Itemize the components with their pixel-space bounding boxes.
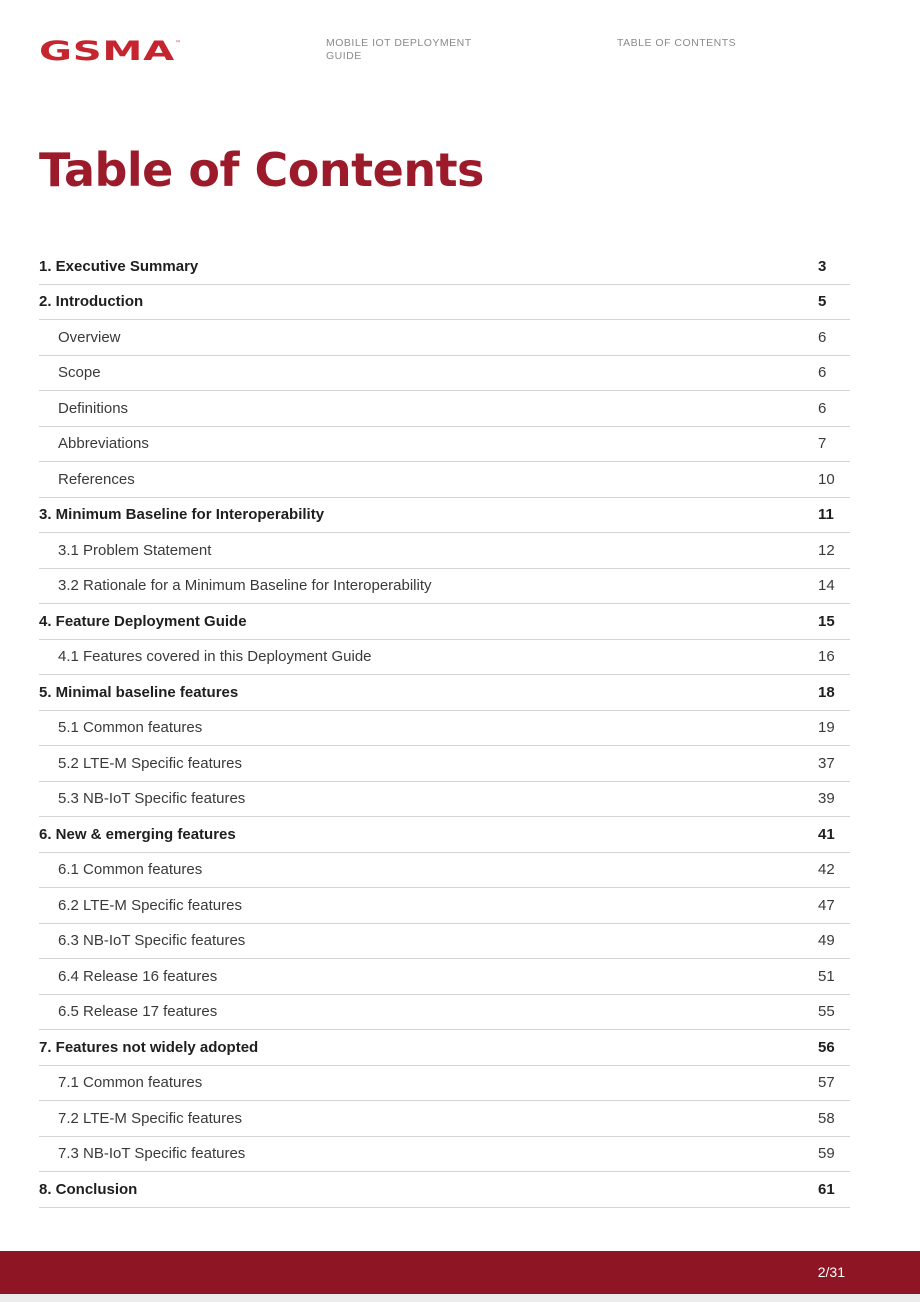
- toc-entry-page: 51: [818, 967, 835, 985]
- toc-entry-page: 10: [818, 470, 835, 488]
- toc-entry-page: 12: [818, 541, 835, 559]
- toc-entry-label: 7.1 Common features: [58, 1074, 203, 1092]
- toc-entry-label: 8. Conclusion: [39, 1180, 138, 1198]
- toc-entry-page: 57: [818, 1074, 835, 1092]
- toc-section-row[interactable]: [39, 782, 850, 818]
- toc-entry-label: Definitions: [58, 399, 129, 417]
- footer-edge: [0, 1294, 920, 1302]
- toc-chapter-row[interactable]: [39, 249, 850, 285]
- toc-entry-label: 6.4 Release 16 features: [58, 967, 218, 985]
- toc-entry-page: 47: [818, 896, 835, 914]
- toc-entry-page: 14: [818, 577, 835, 595]
- toc-entry-label: 2. Introduction: [39, 293, 144, 311]
- toc-entry-page: 19: [818, 719, 835, 737]
- toc-entry-page: 39: [818, 790, 835, 808]
- toc-entry-label: 6.5 Release 17 features: [58, 1003, 218, 1021]
- toc-entry-page: 56: [818, 1038, 835, 1056]
- toc-entry-page: 55: [818, 1003, 835, 1021]
- toc-entry-page: 37: [818, 754, 835, 772]
- toc-entry-page: 7: [818, 435, 827, 453]
- toc-entry-label: 3.1 Problem Statement: [58, 541, 212, 559]
- toc-entry-page: 18: [818, 683, 835, 701]
- toc-entry-page: 3: [818, 257, 827, 275]
- toc-entry-page: 6: [818, 364, 827, 382]
- toc-chapter-row[interactable]: [39, 817, 850, 853]
- toc-entry-label: 4.1 Features covered in this Deployment Guide: [58, 648, 372, 666]
- toc-entry-label: 1. Executive Summary: [39, 257, 199, 275]
- toc-section-row[interactable]: [39, 462, 850, 498]
- toc-section-row[interactable]: [39, 640, 850, 676]
- toc-entry-page: 5: [818, 293, 827, 311]
- toc-section-row[interactable]: [39, 391, 850, 427]
- toc-section-row[interactable]: [39, 853, 850, 889]
- toc-entry-label: 5.2 LTE-M Specific features: [58, 754, 242, 772]
- toc-entry-page: 49: [818, 932, 835, 950]
- toc-entry-page: 59: [818, 1145, 835, 1163]
- toc-section-row[interactable]: [39, 959, 850, 995]
- gsma-logo-text: GSMA: [39, 36, 175, 66]
- toc-chapter-row[interactable]: [39, 285, 850, 321]
- toc-entry-page: 58: [818, 1109, 835, 1127]
- toc-section-row[interactable]: [39, 569, 850, 605]
- toc-entry-label: 6. New & emerging features: [39, 825, 236, 843]
- toc-entry-label: 5.3 NB-IoT Specific features: [58, 790, 246, 808]
- table-of-contents: [39, 249, 850, 1208]
- toc-chapter-row[interactable]: [39, 1030, 850, 1066]
- toc-section-row[interactable]: [39, 320, 850, 356]
- toc-entry-label: 6.2 LTE-M Specific features: [58, 896, 242, 914]
- toc-section-row[interactable]: [39, 1066, 850, 1102]
- toc-entry-label: 5. Minimal baseline features: [39, 683, 239, 701]
- toc-entry-label: 6.3 NB-IoT Specific features: [58, 932, 246, 950]
- toc-section-row[interactable]: [39, 924, 850, 960]
- toc-entry-page: 6: [818, 328, 827, 346]
- toc-entry-label: Overview: [58, 328, 121, 346]
- toc-entry-label: 7.3 NB-IoT Specific features: [58, 1145, 246, 1163]
- footer-bar: [0, 1251, 920, 1294]
- toc-entry-page: 16: [818, 648, 835, 666]
- toc-section-row[interactable]: [39, 533, 850, 569]
- toc-entry-label: 7.2 LTE-M Specific features: [58, 1109, 242, 1127]
- toc-section-row[interactable]: [39, 711, 850, 747]
- gsma-logo: [39, 36, 181, 66]
- trademark-symbol: ™: [175, 40, 181, 47]
- page-number: 2/31: [817, 1264, 845, 1280]
- toc-entry-page: 42: [818, 861, 835, 879]
- header-section-name: TABLE OF CONTENTS: [617, 37, 737, 49]
- toc-entry-label: 7. Features not widely adopted: [39, 1038, 259, 1056]
- toc-chapter-row[interactable]: [39, 675, 850, 711]
- header-document-title: MOBILE IOT DEPLOYMENT GUIDE: [326, 37, 472, 62]
- toc-entry-label: References: [58, 470, 135, 488]
- toc-entry-label: Scope: [58, 364, 101, 382]
- toc-entry-page: 61: [818, 1180, 835, 1198]
- toc-entry-label: 3.2 Rationale for a Minimum Baseline for Interoperability: [58, 577, 432, 595]
- toc-section-row[interactable]: [39, 427, 850, 463]
- page-title: Table of Contents: [39, 143, 484, 197]
- toc-section-row[interactable]: [39, 356, 850, 392]
- toc-entry-label: 4. Feature Deployment Guide: [39, 612, 247, 630]
- toc-entry-page: 15: [818, 612, 835, 630]
- toc-entry-label: 5.1 Common features: [58, 719, 203, 737]
- toc-chapter-row[interactable]: [39, 1172, 850, 1208]
- toc-entry-label: 3. Minimum Baseline for Interoperability: [39, 506, 325, 524]
- toc-chapter-row[interactable]: [39, 604, 850, 640]
- toc-section-row[interactable]: [39, 746, 850, 782]
- gsma-logo-mark: [39, 36, 181, 66]
- toc-section-row[interactable]: [39, 1137, 850, 1173]
- toc-entry-page: 11: [818, 506, 834, 524]
- toc-entry-page: 6: [818, 399, 827, 417]
- toc-entry-label: 6.1 Common features: [58, 861, 203, 879]
- toc-entry-label: Abbreviations: [58, 435, 149, 453]
- toc-chapter-row[interactable]: [39, 498, 850, 534]
- toc-entry-page: 41: [818, 825, 835, 843]
- toc-section-row[interactable]: [39, 888, 850, 924]
- toc-section-row[interactable]: [39, 995, 850, 1031]
- toc-section-row[interactable]: [39, 1101, 850, 1137]
